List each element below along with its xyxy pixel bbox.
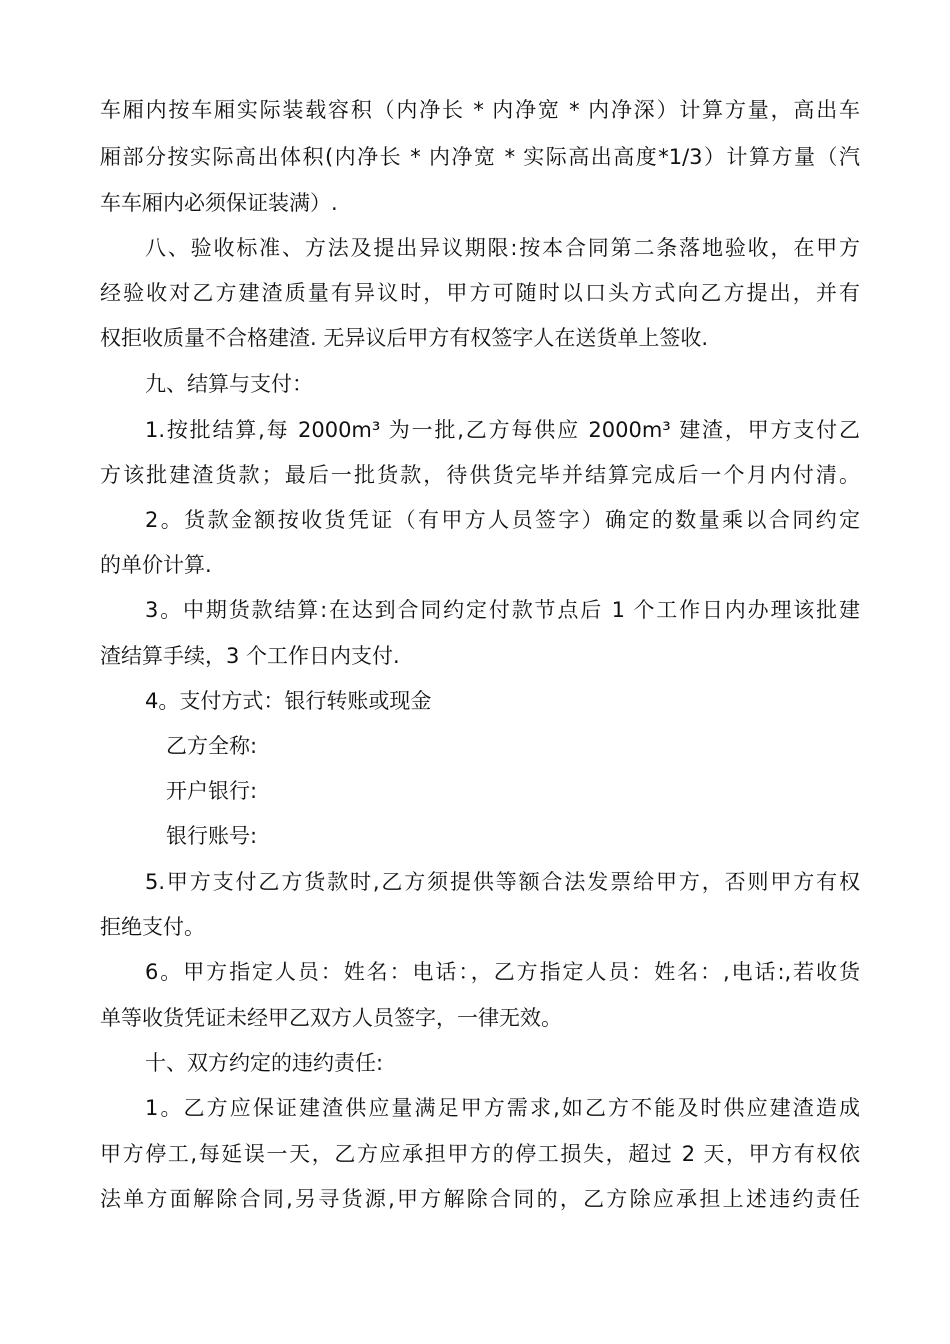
text-line: 权拒收质量不合格建渣. 无异议后甲方有权签字人在送货单上签收. [100, 326, 709, 350]
clause-9-1: 1.按批结算,每 2000m³ 为一批,乙方每供应 2000m³ 建渣，甲方支付乙 [145, 418, 860, 442]
clause-9-6: 6。甲方指定人员：姓名：电话：，乙方指定人员：姓名：,电话:,若收货 [145, 960, 860, 984]
text-line: 车厢内按车厢实际装载容积（内净长 * 内净宽 * 内净深）计算方量，高出车 [100, 98, 860, 122]
text-line: 车车厢内必须保证装满）. [100, 191, 338, 215]
text-line: 拒绝支付。 [100, 915, 205, 939]
bank-name-field: 开户银行: [166, 779, 258, 803]
text-line: 渣结算手续，3 个工作日内支付. [100, 644, 400, 668]
section-9-heading: 九、结算与支付： [145, 372, 313, 396]
clause-9-5: 5.甲方支付乙方货款时,乙方须提供等额合法发票给甲方，否则甲方有权 [145, 870, 860, 894]
text-line: 法单方面解除合同,另寻货源,甲方解除合同的，乙方除应承担上述违约责任 [100, 1187, 860, 1211]
text-line: 的单价计算. [100, 553, 212, 577]
clause-9-3: 3。中期货款结算:在达到合同约定付款节点后 1 个工作日内办理该批建 [145, 598, 860, 622]
text-line: 厢部分按实际高出体积(内净长 * 内净宽 * 实际高出高度*1/3）计算方量（汽 [100, 145, 860, 169]
party-b-name-field: 乙方全称: [166, 734, 258, 758]
section-8-heading: 八、验收标准、方法及提出异议期限:按本合同第二条落地验收，在甲方 [145, 236, 860, 260]
bank-account-field: 银行账号: [166, 824, 258, 848]
clause-10-1: 1。乙方应保证建渣供应量满足甲方需求,如乙方不能及时供应建渣造成 [145, 1096, 860, 1120]
text-line: 甲方停工,每延误一天，乙方应承担甲方的停工损失，超过 2 天，甲方有权依 [100, 1142, 860, 1166]
section-10-heading: 十、双方约定的违约责任: [145, 1051, 384, 1075]
text-line: 单等收货凭证未经甲乙双方人员签字，一律无效。 [100, 1006, 562, 1030]
clause-9-4: 4。支付方式：银行转账或现金 [145, 689, 432, 713]
clause-9-2: 2。货款金额按收货凭证（有甲方人员签字）确定的数量乘以合同约定 [145, 508, 860, 532]
text-line: 经验收对乙方建渣质量有异议时，甲方可随时以口头方式向乙方提出，并有 [100, 281, 860, 305]
text-line: 方该批建渣货款；最后一批货款，待供货完毕并结算完成后一个月内付清。 [100, 463, 860, 487]
